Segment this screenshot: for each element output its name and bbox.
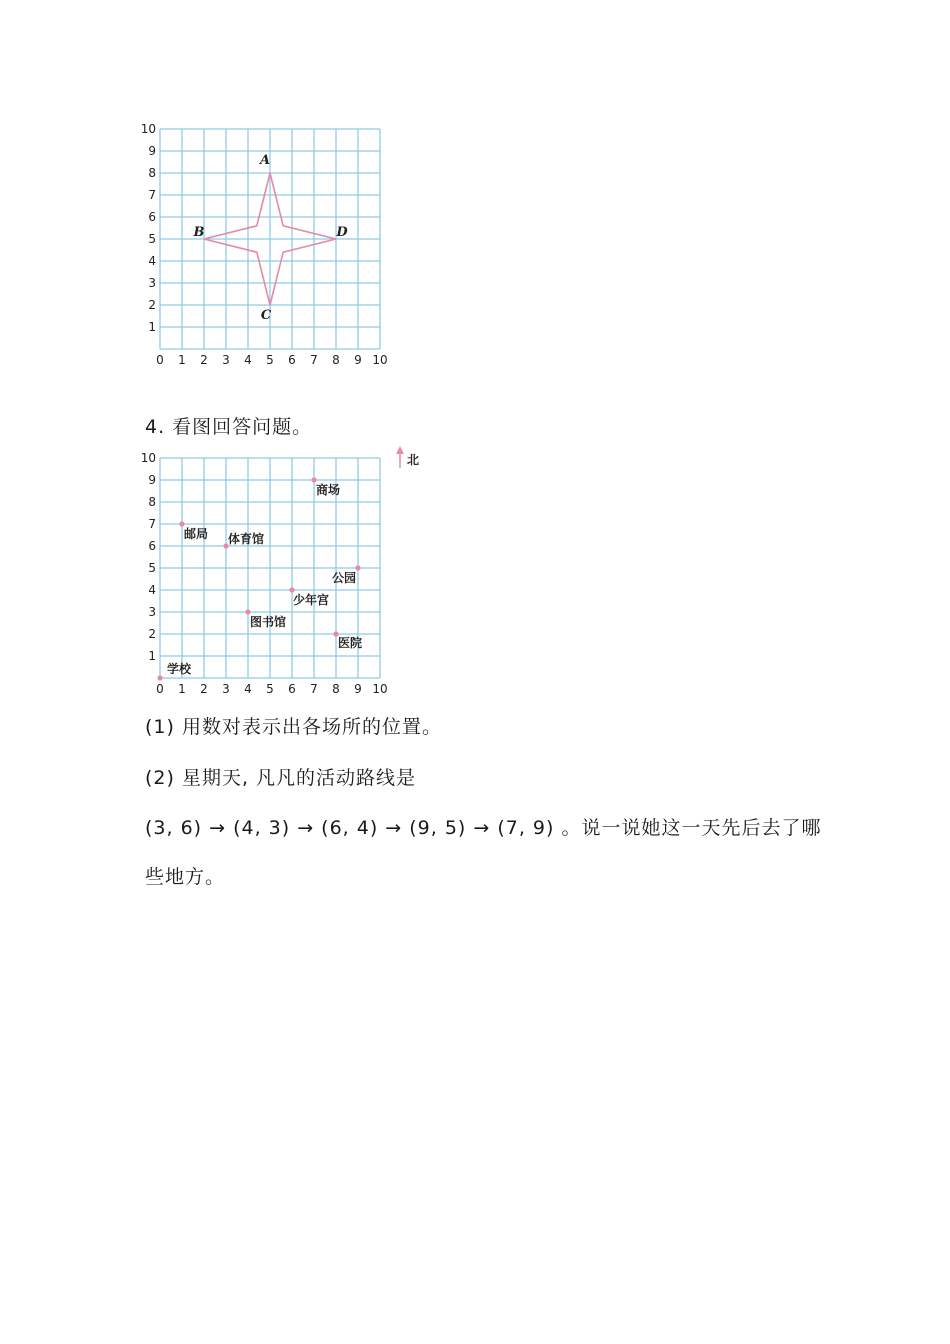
y-tick-label: 9 (148, 473, 156, 487)
place-label: 少年宫 (293, 593, 330, 607)
place-label: 体育馆 (228, 532, 265, 546)
y-tick-label: 7 (148, 188, 156, 202)
y-tick-label: 10 (140, 451, 156, 465)
x-tick-label: 4 (244, 353, 252, 367)
x-tick-label: 2 (200, 353, 208, 367)
coordinate-figure-map (141, 446, 419, 696)
x-tick-label: 8 (332, 682, 340, 696)
x-tick-label: 10 (372, 682, 388, 696)
x-tick-label: 4 (244, 682, 252, 696)
x-tick-label: 5 (266, 682, 274, 696)
y-tick-label: 8 (148, 166, 156, 180)
x-tick-label: 9 (354, 353, 362, 367)
y-tick-label: 1 (148, 320, 156, 334)
question-4-part-2-line-1: (2) 星期天, 凡凡的活动路线是 (145, 767, 417, 789)
x-tick-label: 7 (310, 682, 318, 696)
place-label: 图书馆 (250, 615, 287, 629)
place-point (245, 609, 250, 614)
north-label: 北 (407, 453, 420, 467)
x-tick-label: 8 (332, 353, 340, 367)
question-4-part-2-line-2: (3, 6) → (4, 3) → (6, 4) → (9, 5) → (7, 9) 。说一说她这一天先后去了哪 (145, 817, 822, 839)
y-tick-label: 10 (140, 122, 156, 136)
x-tick-label: 3 (222, 682, 230, 696)
question-4-title: 4. 看图回答问题。 (145, 416, 313, 438)
y-tick-label: 3 (148, 276, 156, 290)
place-point (311, 477, 316, 482)
point-label-a: A (259, 153, 271, 168)
y-tick-label: 5 (148, 232, 156, 246)
y-tick-label: 6 (148, 539, 156, 553)
x-tick-label: 1 (178, 682, 186, 696)
place-point (289, 587, 294, 592)
place-label: 邮局 (184, 527, 209, 541)
x-tick-label: 3 (222, 353, 230, 367)
x-tick-label: 9 (354, 682, 362, 696)
y-tick-label: 5 (148, 561, 156, 575)
y-tick-label: 6 (148, 210, 156, 224)
point-label-d: D (336, 225, 348, 240)
place-point (179, 521, 184, 526)
y-tick-label: 2 (148, 627, 156, 641)
place-label: 公园 (331, 571, 356, 585)
question-4-part-2-line-3: 些地方。 (145, 866, 226, 888)
point-label-b: B (193, 225, 205, 240)
y-tick-label: 7 (148, 517, 156, 531)
x-tick-label: 0 (156, 682, 164, 696)
x-tick-label: 2 (200, 682, 208, 696)
y-tick-label: 1 (148, 649, 156, 663)
place-point (157, 675, 162, 680)
x-tick-label: 6 (288, 682, 296, 696)
place-label: 商场 (316, 483, 341, 497)
y-tick-label: 8 (148, 495, 156, 509)
north-arrow-head (396, 446, 404, 454)
x-tick-label: 6 (288, 353, 296, 367)
question-4-part-1: (1) 用数对表示出各场所的位置。 (145, 716, 442, 738)
y-tick-label: 4 (148, 254, 156, 268)
x-tick-label: 7 (310, 353, 318, 367)
place-point (355, 565, 360, 570)
point-label-c: C (260, 308, 272, 323)
x-tick-label: 1 (178, 353, 186, 367)
x-tick-label: 0 (156, 353, 164, 367)
y-tick-label: 2 (148, 298, 156, 312)
x-tick-label: 10 (372, 353, 388, 367)
y-tick-label: 3 (148, 605, 156, 619)
x-tick-label: 5 (266, 353, 274, 367)
y-tick-label: 9 (148, 144, 156, 158)
place-label: 医院 (338, 636, 363, 650)
y-tick-label: 4 (148, 583, 156, 597)
coordinate-figure-star (141, 122, 388, 367)
place-label: 学校 (167, 662, 192, 676)
